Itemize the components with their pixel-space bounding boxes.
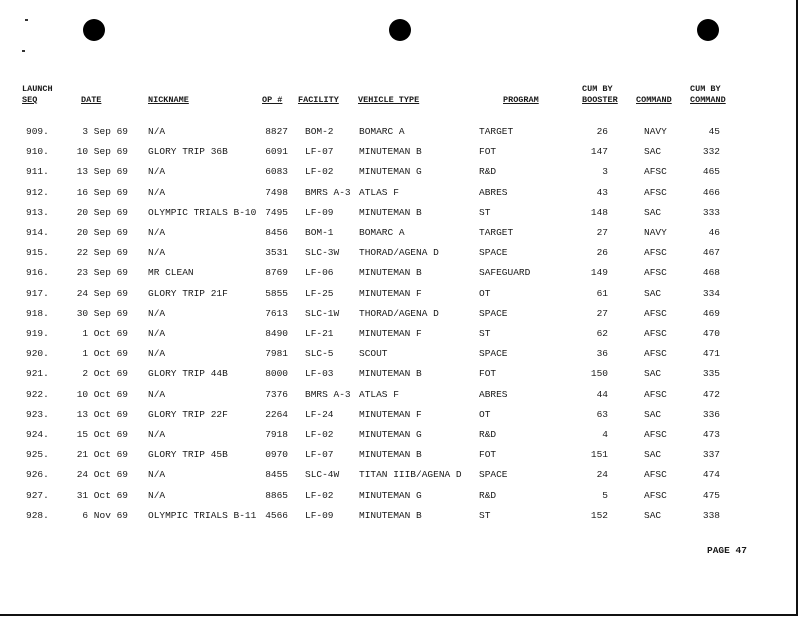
cell-cum-by-booster: 148 bbox=[590, 206, 608, 218]
cell-facility: LF-07 bbox=[305, 449, 334, 461]
cell-cum-by-command: 336 bbox=[702, 408, 720, 420]
cell-date: 13 Sep 69 bbox=[76, 166, 128, 178]
cell-op-number: 4566 bbox=[265, 509, 288, 521]
cell-nickname: GLORY TRIP 36B bbox=[148, 146, 228, 158]
cell-program: ST bbox=[479, 509, 491, 521]
cell-facility: LF-03 bbox=[305, 368, 334, 380]
cell-cum-by-booster: 26 bbox=[596, 247, 608, 259]
table-row bbox=[0, 287, 798, 301]
cell-command: AFSC bbox=[644, 186, 667, 198]
cell-facility: LF-25 bbox=[305, 287, 334, 299]
cell-nickname: OLYMPIC TRIALS B-10 bbox=[148, 206, 257, 218]
cell-launch-seq: 915. bbox=[26, 247, 49, 259]
cell-nickname: N/A bbox=[148, 166, 166, 178]
cell-launch-seq: 914. bbox=[26, 227, 49, 238]
cell-cum-by-booster: 147 bbox=[590, 146, 608, 158]
table-row bbox=[0, 226, 798, 240]
cell-op-number: 7981 bbox=[265, 348, 288, 360]
cell-vehicle-type: MINUTEMAN B bbox=[359, 206, 422, 218]
cell-date: 1 Oct 69 bbox=[82, 328, 128, 339]
header-launch-seq: LAUNCH SEQ bbox=[22, 84, 53, 105]
cell-date: 3 Sep 69 bbox=[82, 126, 128, 137]
cell-program: ST bbox=[479, 328, 491, 339]
cell-nickname: N/A bbox=[148, 227, 166, 238]
cell-vehicle-type: MINUTEMAN B bbox=[359, 146, 422, 158]
cell-nickname: MR CLEAN bbox=[148, 267, 194, 279]
cell-cum-by-booster: 152 bbox=[590, 509, 608, 521]
cell-facility: BMRS A-3 bbox=[305, 186, 351, 198]
cell-launch-seq: 925. bbox=[26, 449, 49, 461]
cell-command: AFSC bbox=[644, 267, 667, 279]
cell-launch-seq: 913. bbox=[26, 206, 49, 218]
table-row bbox=[0, 367, 798, 381]
cell-op-number: 7918 bbox=[265, 429, 288, 440]
cell-facility: SLC-5 bbox=[305, 348, 334, 360]
cell-facility: LF-02 bbox=[305, 489, 334, 501]
cell-facility: BOM-2 bbox=[305, 126, 334, 137]
cell-launch-seq: 916. bbox=[26, 267, 49, 279]
header-facility: FACILITY bbox=[298, 95, 339, 105]
cell-program: SPACE bbox=[479, 307, 508, 319]
punch-hole bbox=[697, 19, 719, 41]
cell-vehicle-type: MINUTEMAN B bbox=[359, 368, 422, 380]
cell-program: FOT bbox=[479, 146, 497, 158]
cell-cum-by-command: 45 bbox=[708, 126, 720, 137]
cell-vehicle-type: ATLAS F bbox=[359, 186, 399, 198]
cell-op-number: 6091 bbox=[265, 146, 288, 158]
cell-cum-by-booster: 151 bbox=[590, 449, 608, 461]
table-row bbox=[0, 125, 798, 139]
cell-program: ABRES bbox=[479, 388, 508, 400]
cell-facility: LF-07 bbox=[305, 146, 334, 158]
table-row bbox=[0, 145, 798, 159]
table-row bbox=[0, 448, 798, 462]
cell-launch-seq: 926. bbox=[26, 469, 49, 481]
cell-launch-seq: 920. bbox=[26, 348, 49, 360]
cell-op-number: 6083 bbox=[265, 166, 288, 178]
cell-cum-by-command: 465 bbox=[702, 166, 720, 178]
cell-cum-by-command: 475 bbox=[702, 489, 720, 501]
cell-vehicle-type: MINUTEMAN B bbox=[359, 509, 422, 521]
table-row bbox=[0, 489, 798, 503]
cell-cum-by-command: 467 bbox=[702, 247, 720, 259]
header-date: DATE bbox=[81, 95, 102, 105]
cell-launch-seq: 919. bbox=[26, 328, 49, 339]
cell-vehicle-type: BOMARC A bbox=[359, 227, 405, 238]
cell-program: OT bbox=[479, 408, 491, 420]
cell-op-number: 7495 bbox=[265, 206, 288, 218]
cell-date: 10 Sep 69 bbox=[76, 146, 128, 158]
cell-nickname: GLORY TRIP 21F bbox=[148, 287, 228, 299]
cell-cum-by-booster: 44 bbox=[596, 388, 608, 400]
cell-command: AFSC bbox=[644, 247, 667, 259]
cell-launch-seq: 924. bbox=[26, 429, 49, 440]
cell-command: SAC bbox=[644, 509, 662, 521]
cell-launch-seq: 911. bbox=[26, 166, 49, 178]
cell-program: FOT bbox=[479, 368, 497, 380]
cell-date: 20 Sep 69 bbox=[76, 206, 128, 218]
cell-cum-by-command: 474 bbox=[702, 469, 720, 481]
cell-op-number: 8865 bbox=[265, 489, 288, 501]
header-nickname: NICKNAME bbox=[148, 95, 189, 105]
cell-program: ST bbox=[479, 206, 491, 218]
cell-facility: LF-21 bbox=[305, 328, 334, 339]
cell-command: AFSC bbox=[644, 429, 667, 440]
header-op: OP # bbox=[262, 95, 283, 105]
cell-cum-by-command: 470 bbox=[702, 328, 720, 339]
table-row bbox=[0, 428, 798, 442]
cell-vehicle-type: MINUTEMAN F bbox=[359, 287, 422, 299]
cell-vehicle-type: THORAD/AGENA D bbox=[359, 247, 439, 259]
cell-program: TARGET bbox=[479, 126, 514, 137]
cell-date: 24 Sep 69 bbox=[76, 287, 128, 299]
cell-cum-by-command: 332 bbox=[702, 146, 720, 158]
cell-launch-seq: 928. bbox=[26, 509, 49, 521]
cell-date: 10 Oct 69 bbox=[76, 388, 128, 400]
cell-program: SPACE bbox=[479, 469, 508, 481]
cell-program: R&D bbox=[479, 166, 497, 178]
cell-cum-by-booster: 62 bbox=[596, 328, 608, 339]
cell-command: AFSC bbox=[644, 489, 667, 501]
table-row bbox=[0, 165, 798, 179]
cell-cum-by-command: 473 bbox=[702, 429, 720, 440]
cell-cum-by-booster: 36 bbox=[596, 348, 608, 360]
cell-vehicle-type: MINUTEMAN B bbox=[359, 449, 422, 461]
table-row bbox=[0, 206, 798, 220]
cell-facility: LF-09 bbox=[305, 206, 334, 218]
scan-speck bbox=[25, 19, 28, 21]
cell-op-number: 8456 bbox=[265, 227, 288, 238]
cell-program: ABRES bbox=[479, 186, 508, 198]
cell-cum-by-booster: 27 bbox=[596, 227, 608, 238]
cell-date: 23 Sep 69 bbox=[76, 267, 128, 279]
cell-command: SAC bbox=[644, 146, 662, 158]
header-cum-by-booster: CUM BY BOOSTER bbox=[582, 84, 618, 105]
cell-nickname: OLYMPIC TRIALS B-11 bbox=[148, 509, 257, 521]
punch-hole bbox=[83, 19, 105, 41]
cell-facility: LF-09 bbox=[305, 509, 334, 521]
cell-vehicle-type: MINUTEMAN F bbox=[359, 408, 422, 420]
cell-command: AFSC bbox=[644, 469, 667, 481]
cell-command: AFSC bbox=[644, 388, 667, 400]
cell-op-number: 0970 bbox=[265, 449, 288, 461]
cell-command: SAC bbox=[644, 287, 662, 299]
table-row bbox=[0, 388, 798, 402]
cell-program: R&D bbox=[479, 489, 497, 501]
cell-command: SAC bbox=[644, 449, 662, 461]
cell-facility: SLC-1W bbox=[305, 307, 340, 319]
cell-date: 31 Oct 69 bbox=[76, 489, 128, 501]
table-row bbox=[0, 327, 798, 341]
cell-cum-by-booster: 150 bbox=[590, 368, 608, 380]
cell-op-number: 8769 bbox=[265, 267, 288, 279]
cell-nickname: N/A bbox=[148, 388, 166, 400]
header-program: PROGRAM bbox=[503, 95, 539, 105]
cell-command: AFSC bbox=[644, 328, 667, 339]
cell-date: 6 Nov 69 bbox=[82, 509, 128, 521]
cell-launch-seq: 921. bbox=[26, 368, 49, 380]
cell-command: SAC bbox=[644, 206, 662, 218]
cell-launch-seq: 922. bbox=[26, 388, 49, 400]
cell-command: AFSC bbox=[644, 348, 667, 360]
table-row bbox=[0, 246, 798, 260]
cell-op-number: 8000 bbox=[265, 368, 288, 380]
cell-cum-by-booster: 5 bbox=[602, 489, 608, 501]
cell-nickname: N/A bbox=[148, 469, 166, 481]
header-command: COMMAND bbox=[636, 95, 672, 105]
cell-nickname: N/A bbox=[148, 489, 166, 501]
cell-date: 1 Oct 69 bbox=[82, 348, 128, 360]
cell-facility: LF-02 bbox=[305, 166, 334, 178]
cell-cum-by-command: 335 bbox=[702, 368, 720, 380]
cell-nickname: N/A bbox=[148, 186, 166, 198]
table-row bbox=[0, 509, 798, 523]
cell-nickname: N/A bbox=[148, 307, 166, 319]
cell-cum-by-command: 466 bbox=[702, 186, 720, 198]
cell-launch-seq: 909. bbox=[26, 126, 49, 137]
table-row bbox=[0, 186, 798, 200]
page-number: PAGE 47 bbox=[707, 545, 747, 556]
cell-nickname: N/A bbox=[148, 247, 166, 259]
cell-cum-by-command: 471 bbox=[702, 348, 720, 360]
cell-vehicle-type: MINUTEMAN B bbox=[359, 267, 422, 279]
cell-op-number: 5855 bbox=[265, 287, 288, 299]
cell-cum-by-booster: 27 bbox=[596, 307, 608, 319]
cell-command: NAVY bbox=[644, 227, 667, 238]
cell-op-number: 2264 bbox=[265, 408, 288, 420]
cell-program: R&D bbox=[479, 429, 497, 440]
cell-date: 21 Oct 69 bbox=[76, 449, 128, 461]
cell-nickname: N/A bbox=[148, 348, 166, 360]
cell-command: AFSC bbox=[644, 307, 667, 319]
cell-op-number: 7498 bbox=[265, 186, 288, 198]
punch-hole bbox=[389, 19, 411, 41]
cell-vehicle-type: MINUTEMAN F bbox=[359, 328, 422, 339]
cell-cum-by-booster: 24 bbox=[596, 469, 608, 481]
header-cum-by-command: CUM BY COMMAND bbox=[690, 84, 726, 105]
cell-date: 16 Sep 69 bbox=[76, 186, 128, 198]
cell-program: OT bbox=[479, 287, 491, 299]
cell-program: TARGET bbox=[479, 227, 514, 238]
cell-cum-by-command: 468 bbox=[702, 267, 720, 279]
cell-op-number: 3531 bbox=[265, 247, 288, 259]
header-vehicle-type: VEHICLE TYPE bbox=[358, 95, 420, 105]
cell-cum-by-command: 337 bbox=[702, 449, 720, 461]
cell-nickname: N/A bbox=[148, 126, 166, 137]
cell-cum-by-booster: 43 bbox=[596, 186, 608, 198]
cell-op-number: 8490 bbox=[265, 328, 288, 339]
cell-vehicle-type: MINUTEMAN G bbox=[359, 489, 422, 501]
cell-launch-seq: 910. bbox=[26, 146, 49, 158]
cell-cum-by-command: 46 bbox=[708, 227, 720, 238]
cell-cum-by-command: 469 bbox=[702, 307, 720, 319]
cell-launch-seq: 912. bbox=[26, 186, 49, 198]
cell-vehicle-type: TITAN IIIB/AGENA D bbox=[359, 469, 462, 481]
cell-op-number: 7376 bbox=[265, 388, 288, 400]
cell-facility: LF-02 bbox=[305, 429, 334, 440]
cell-cum-by-command: 472 bbox=[702, 388, 720, 400]
cell-launch-seq: 927. bbox=[26, 489, 49, 501]
cell-command: AFSC bbox=[644, 166, 667, 178]
cell-nickname: N/A bbox=[148, 429, 166, 440]
cell-date: 24 Oct 69 bbox=[76, 469, 128, 481]
cell-cum-by-booster: 26 bbox=[596, 126, 608, 137]
cell-vehicle-type: SCOUT bbox=[359, 348, 388, 360]
cell-facility: SLC-3W bbox=[305, 247, 340, 259]
cell-nickname: GLORY TRIP 45B bbox=[148, 449, 228, 461]
cell-launch-seq: 918. bbox=[26, 307, 49, 319]
cell-op-number: 8455 bbox=[265, 469, 288, 481]
cell-date: 30 Sep 69 bbox=[76, 307, 128, 319]
cell-op-number: 7613 bbox=[265, 307, 288, 319]
cell-vehicle-type: THORAD/AGENA D bbox=[359, 307, 439, 319]
cell-cum-by-command: 334 bbox=[702, 287, 720, 299]
cell-cum-by-booster: 3 bbox=[602, 166, 608, 178]
cell-facility: BMRS A-3 bbox=[305, 388, 351, 400]
cell-cum-by-command: 338 bbox=[702, 509, 720, 521]
cell-date: 2 Oct 69 bbox=[82, 368, 128, 380]
cell-launch-seq: 923. bbox=[26, 408, 49, 420]
cell-command: SAC bbox=[644, 408, 662, 420]
cell-program: SPACE bbox=[479, 247, 508, 259]
table-row bbox=[0, 266, 798, 280]
cell-command: SAC bbox=[644, 368, 662, 380]
cell-launch-seq: 917. bbox=[26, 287, 49, 299]
cell-nickname: N/A bbox=[148, 328, 166, 339]
cell-facility: SLC-4W bbox=[305, 469, 340, 481]
cell-date: 20 Sep 69 bbox=[76, 227, 128, 238]
cell-cum-by-booster: 149 bbox=[590, 267, 608, 279]
cell-program: SPACE bbox=[479, 348, 508, 360]
cell-nickname: GLORY TRIP 22F bbox=[148, 408, 228, 420]
cell-command: NAVY bbox=[644, 126, 667, 137]
cell-facility: LF-24 bbox=[305, 408, 334, 420]
table-row bbox=[0, 347, 798, 361]
cell-date: 15 Oct 69 bbox=[76, 429, 128, 440]
cell-cum-by-booster: 63 bbox=[596, 408, 608, 420]
table-row bbox=[0, 408, 798, 422]
scan-speck bbox=[22, 50, 25, 52]
cell-date: 13 Oct 69 bbox=[76, 408, 128, 420]
cell-facility: LF-06 bbox=[305, 267, 334, 279]
cell-date: 22 Sep 69 bbox=[76, 247, 128, 259]
cell-cum-by-command: 333 bbox=[702, 206, 720, 218]
cell-op-number: 8827 bbox=[265, 126, 288, 137]
cell-facility: BOM-1 bbox=[305, 227, 334, 238]
cell-cum-by-booster: 61 bbox=[596, 287, 608, 299]
table-row bbox=[0, 307, 798, 321]
cell-cum-by-booster: 4 bbox=[602, 429, 608, 440]
cell-vehicle-type: MINUTEMAN G bbox=[359, 166, 422, 178]
cell-vehicle-type: MINUTEMAN G bbox=[359, 429, 422, 440]
cell-vehicle-type: BOMARC A bbox=[359, 126, 405, 137]
cell-vehicle-type: ATLAS F bbox=[359, 388, 399, 400]
table-row bbox=[0, 468, 798, 482]
cell-program: FOT bbox=[479, 449, 497, 461]
cell-nickname: GLORY TRIP 44B bbox=[148, 368, 228, 380]
cell-program: SAFEGUARD bbox=[479, 267, 531, 279]
